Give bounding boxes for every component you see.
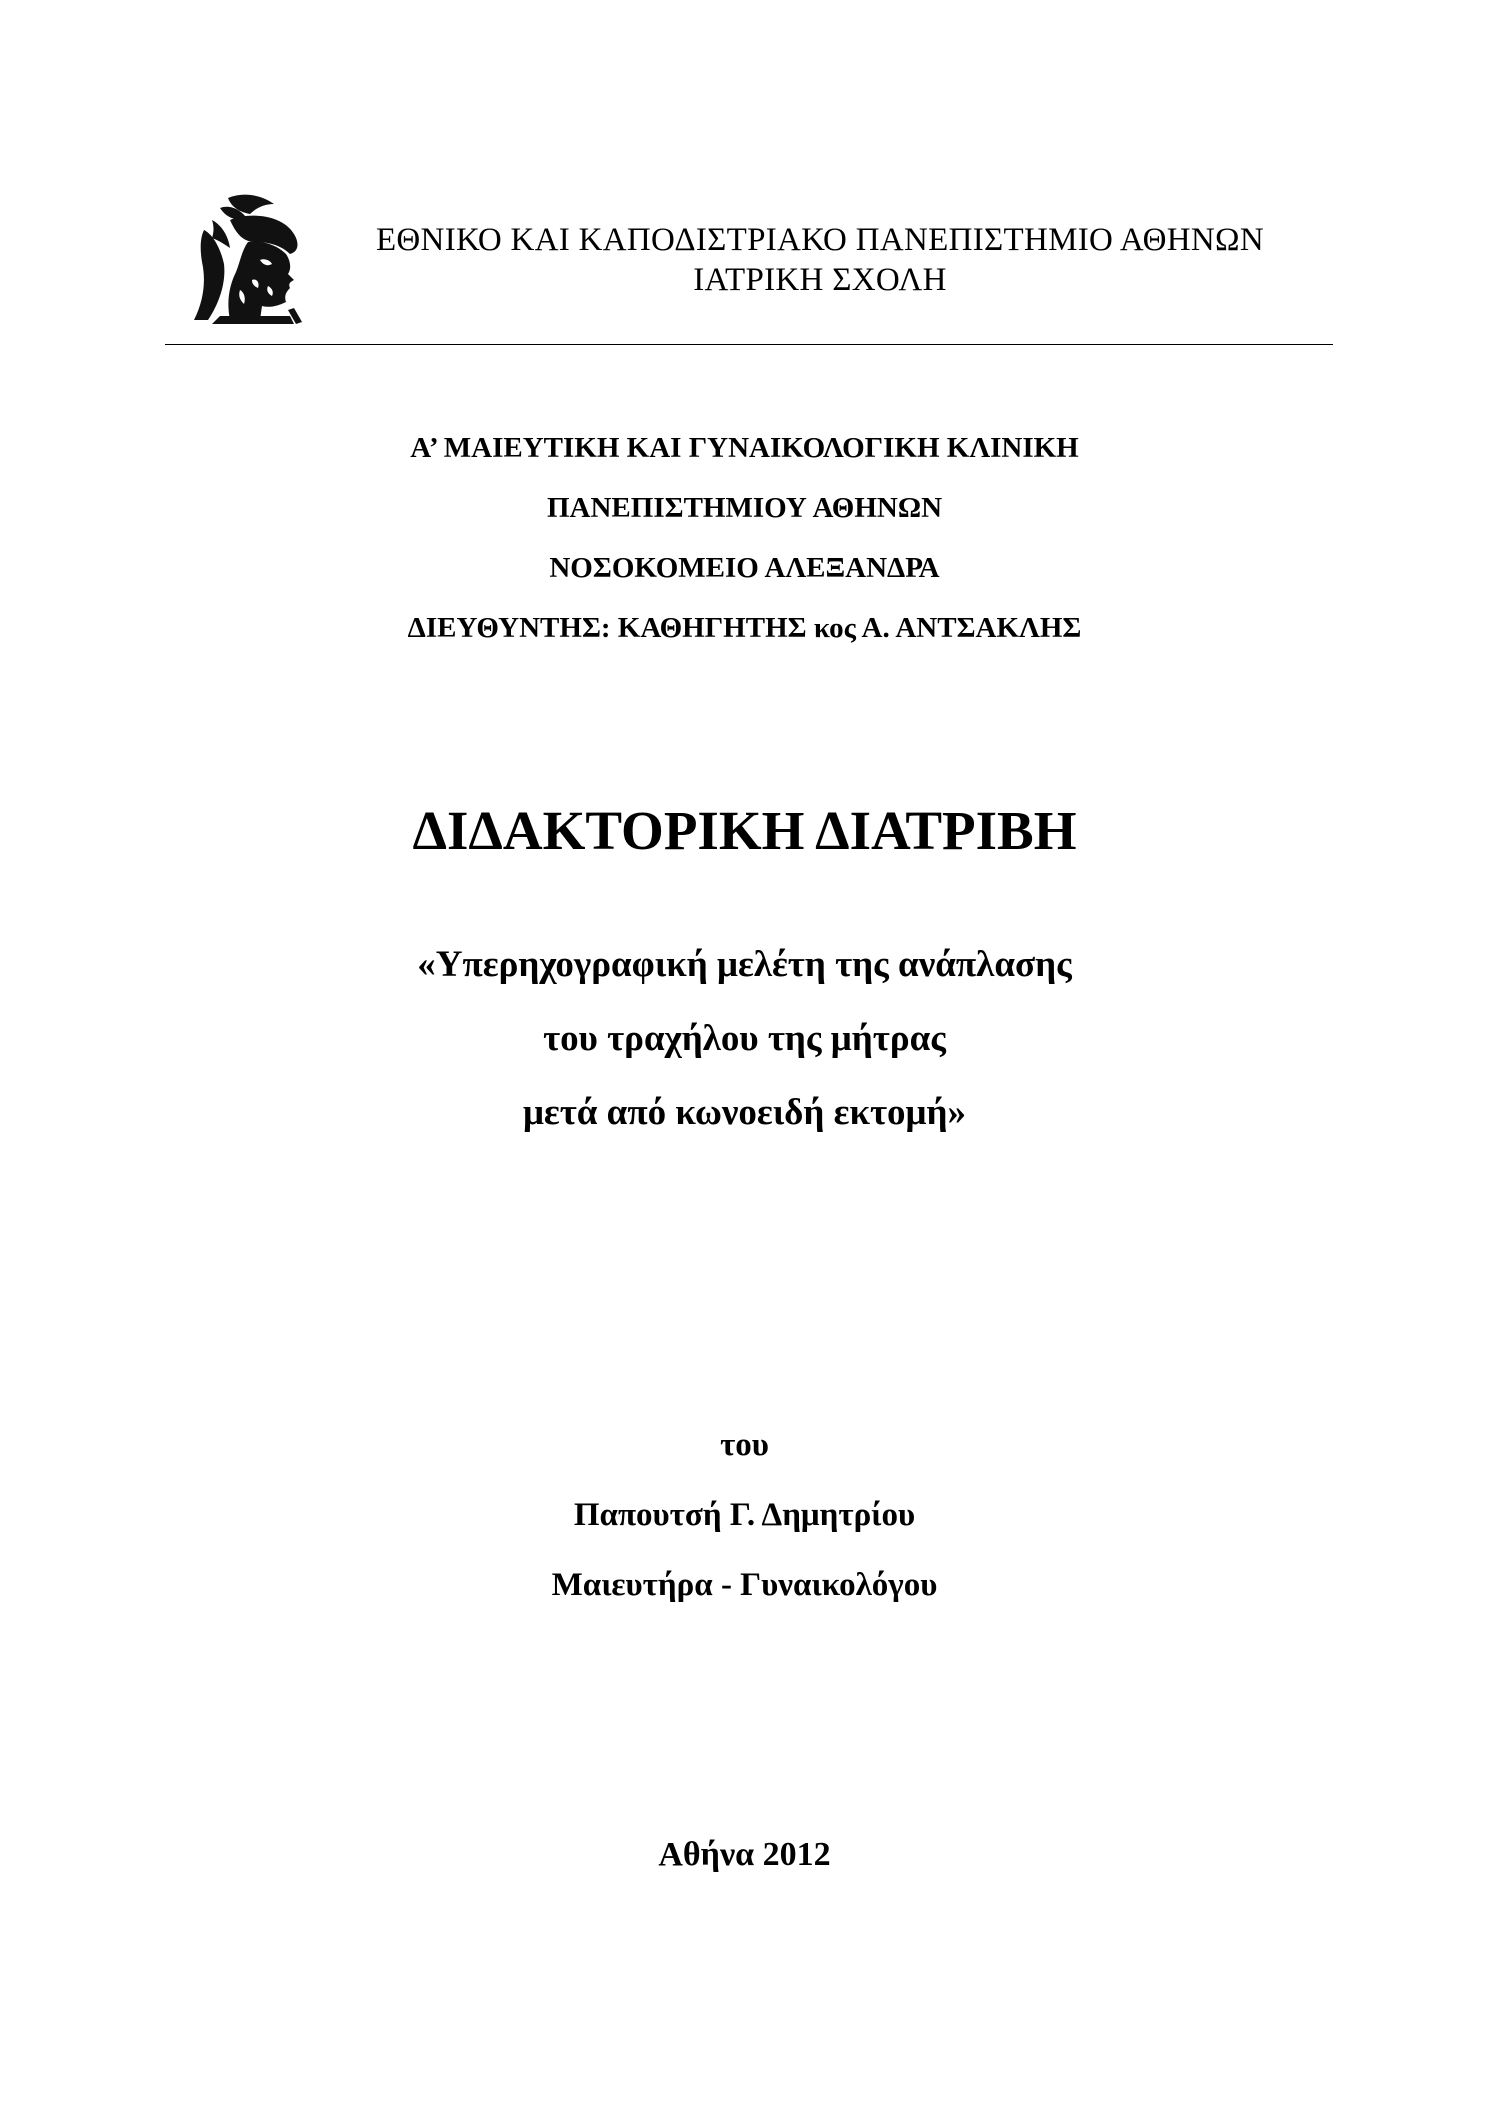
institution-header: [330, 220, 1310, 300]
thesis-title: [0, 935, 1489, 1157]
title-line: μετά από κωνοειδή εκτομή»: [522, 1092, 967, 1133]
document-type-heading: ΔΙΔΑΚΤΟΡΙΚΗ ΔΙΑΤΡΙΒΗ: [412, 800, 1077, 861]
school-name: ΙΑΤΡΙΚΗ ΣΧΟΛΗ: [693, 262, 947, 298]
clinic-block: [0, 418, 1489, 658]
author-name: Παπουτσή Γ. Δημητρίου: [573, 1497, 916, 1533]
author-prefix: του: [720, 1427, 769, 1463]
clinic-line: Α’ ΜΑΙΕΥΤΙΚΗ ΚΑΙ ΓΥΝΑΙΚΟΛΟΓΙΚΗ ΚΛΙΝΙΚΗ: [410, 432, 1079, 464]
header-divider: [165, 344, 1333, 345]
title-line: «Υπερηχογραφική μελέτη της ανάπλασης: [417, 944, 1072, 985]
title-line: του τραχήλου της μήτρας: [543, 1018, 946, 1059]
author-block: [0, 1415, 1489, 1625]
place-and-date: Αθήνα 2012: [658, 1836, 831, 1873]
author-specialty: Μαιευτήρα - Γυναικολόγου: [551, 1567, 938, 1603]
clinic-line: ΝΟΣΟΚΟΜΕΙΟ ΑΛΕΞΑΝΔΡΑ: [549, 552, 940, 584]
clinic-line: ΔΙΕΥΘΥΝΤΗΣ: ΚΑΘΗΓΗΤΗΣ κος Α. ΑΝΤΣΑΚΛΗΣ: [407, 612, 1082, 644]
university-crest-icon: [190, 190, 335, 330]
clinic-line: ΠΑΝΕΠΙΣΤΗΜΙΟΥ ΑΘΗΝΩΝ: [546, 492, 943, 524]
university-name: ΕΘΝΙΚΟ ΚΑΙ ΚΑΠΟΔΙΣΤΡΙΑΚΟ ΠΑΝΕΠΙΣΤΗΜΙΟ ΑΘΗΝΩΝ: [375, 222, 1265, 258]
